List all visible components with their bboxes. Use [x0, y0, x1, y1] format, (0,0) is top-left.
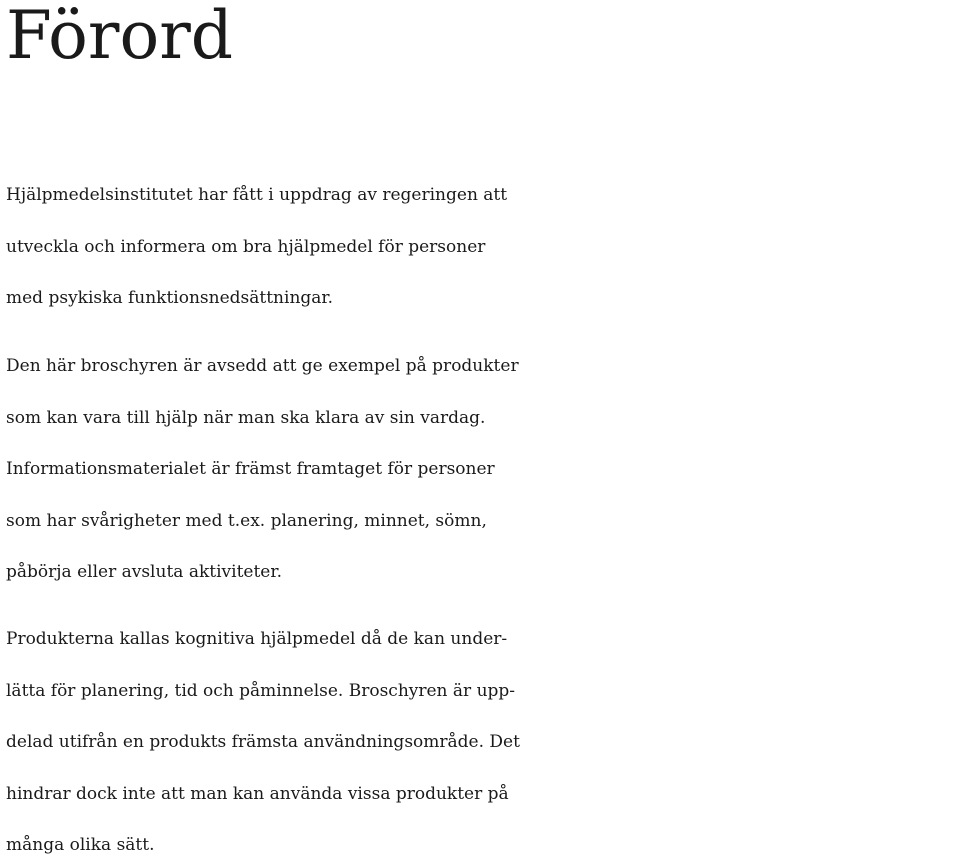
text-line: många olika sätt. [6, 835, 155, 855]
text-line: med psykiska funktionsnedsättningar. [6, 288, 334, 308]
page-title: Förord [6, 0, 234, 74]
text-line: Produkterna kallas kognitiva hjälpmedel då de kan under- [6, 629, 508, 649]
text-line: delad utifrån en produkts främsta användningsområde. Det [6, 732, 520, 752]
paragraph-products [6, 614, 956, 863]
text-line: Hjälpmedelsinstitutet har fått i uppdrag av regeringen att [6, 185, 508, 205]
paragraph-purpose [6, 341, 956, 599]
text-line: Informationsmaterialet är främst framtaget för personer [6, 459, 495, 479]
text-line: påbörja eller avsluta aktiviteter. [6, 562, 283, 582]
text-line: hindrar dock inte att man kan använda vissa produkter på [6, 783, 509, 804]
text-line: lätta för planering, tid och påminnelse. Broschyren är upp- [6, 680, 516, 701]
text-line: som kan vara till hjälp när man ska klara av sin vardag. [6, 407, 486, 428]
paragraph-intro [6, 170, 956, 325]
text-line: som har svårigheter med t.ex. planering, minnet, sömn, [6, 510, 487, 531]
text-line: Den här broschyren är avsedd att ge exempel på produkter [6, 356, 519, 376]
text-line: utveckla och informera om bra hjälpmedel för personer [6, 236, 486, 257]
